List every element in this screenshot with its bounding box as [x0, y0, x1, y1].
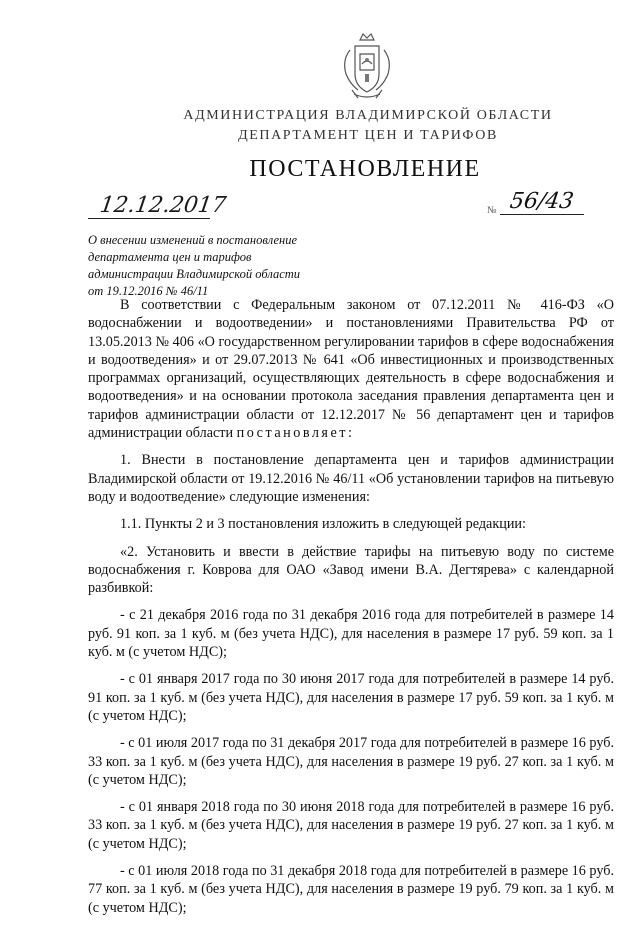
subject-line: О внесении изменений в постановление	[88, 233, 298, 247]
tariff-period: - с 01 января 2018 года по 30 июня 2018 года для потребителей в размере 16 руб. 33 коп. за 1 куб. м (без учета НДС), для населения в размере 19 руб. 27 коп. за 1 куб. м (с учетом НДС);	[88, 799, 614, 852]
subject-line: от 19.12.2016 № 46/11	[88, 284, 209, 298]
tariff-period: - с 01 июля 2018 года по 31 декабря 2018 года для потребителей в размере 16 руб. 77 коп. за 1 куб. м (без учета НДС), для населения в размере 19 руб. 79 коп. за 1 куб. м (с учетом НДС);	[88, 863, 614, 916]
document-number: 56/43	[508, 189, 576, 214]
item-1-1-paragraph: 1.1. Пункты 2 и 3 постановления изложить в следующей редакции:	[120, 516, 526, 533]
organization-name: АДМИНИСТРАЦИЯ ВЛАДИМИРСКОЙ ОБЛАСТИ	[183, 108, 553, 123]
department-name: ДЕПАРТАМЕНТ ЦЕН И ТАРИФОВ	[238, 128, 498, 143]
tariff-period: - с 01 января 2017 года по 30 июня 2017 года для потребителей в размере 14 руб. 91 коп. за 1 куб. м (без учета НДС), для населения в размере 17 руб. 59 коп. за 1 куб. м (с учетом НДС);	[88, 671, 614, 724]
tariff-period: - с 21 декабря 2016 года по 31 декабря 2016 года для потребителей в размере 14 руб. 91 коп. за 1 куб. м (без учета НДС), для населения в размере 17 руб. 59 коп. за 1 куб. м (с учетом НДС);	[88, 607, 614, 661]
preamble-paragraph	[88, 296, 614, 442]
number-underline	[500, 214, 584, 215]
preamble-verb: постановляет:	[236, 425, 355, 442]
item-1-paragraph: 1. Внести в постановление департамента цен и тарифов администрации Владимирской области от 19.12.2016 № 46/11 «Об установлении тарифов на питьевую воду и водоотведение» следующие изменения:	[88, 452, 614, 505]
document-subject	[88, 232, 348, 300]
number-sign: №	[487, 205, 497, 216]
tariff-period: - с 01 июля 2017 года по 31 декабря 2017 года для потребителей в размере 16 руб. 33 коп. за 1 куб. м (без учета НДС), для населения в размере 19 руб. 27 коп. за 1 куб. м (с учетом НДС);	[88, 735, 614, 788]
coat-of-arms-emblem	[336, 30, 398, 104]
subject-line: департамента цен и тарифов	[88, 250, 252, 264]
date-underline	[88, 218, 210, 219]
subject-line: администрации Владимирской области	[88, 267, 301, 281]
document-type-title: ПОСТАНОВЛЕНИЕ	[249, 156, 481, 182]
clause-2-paragraph: «2. Установить и ввести в действие тарифы на питьевую воду по системе водоснабжения г. Коврова для ОАО «Завод имени В.А. Дегтярева» с календарной разбивкой:	[88, 543, 614, 597]
document-date: 12.12.2017	[98, 193, 228, 218]
preamble-text: В соответствии с Федеральным законом от 07.12.2011 № 416-ФЗ «О водоснабжении и водоотведении» и постановлениями Правительства РФ от 13.05.2013 № 406 «О государственном регулировании тарифов в сфере водоснабжения и водоотведения» и от 29.07.2013 № 641 «Об инвестиционных и производственных программах организаций, осуществляющих деятельность в сфере водоснабжения и водоотведения» и на основании протокола заседания правления департамента цен и тарифов администрации области от 12.12.2017 № 56 департамент цен и тарифов администрации области	[88, 297, 614, 442]
document-body	[88, 296, 614, 926]
